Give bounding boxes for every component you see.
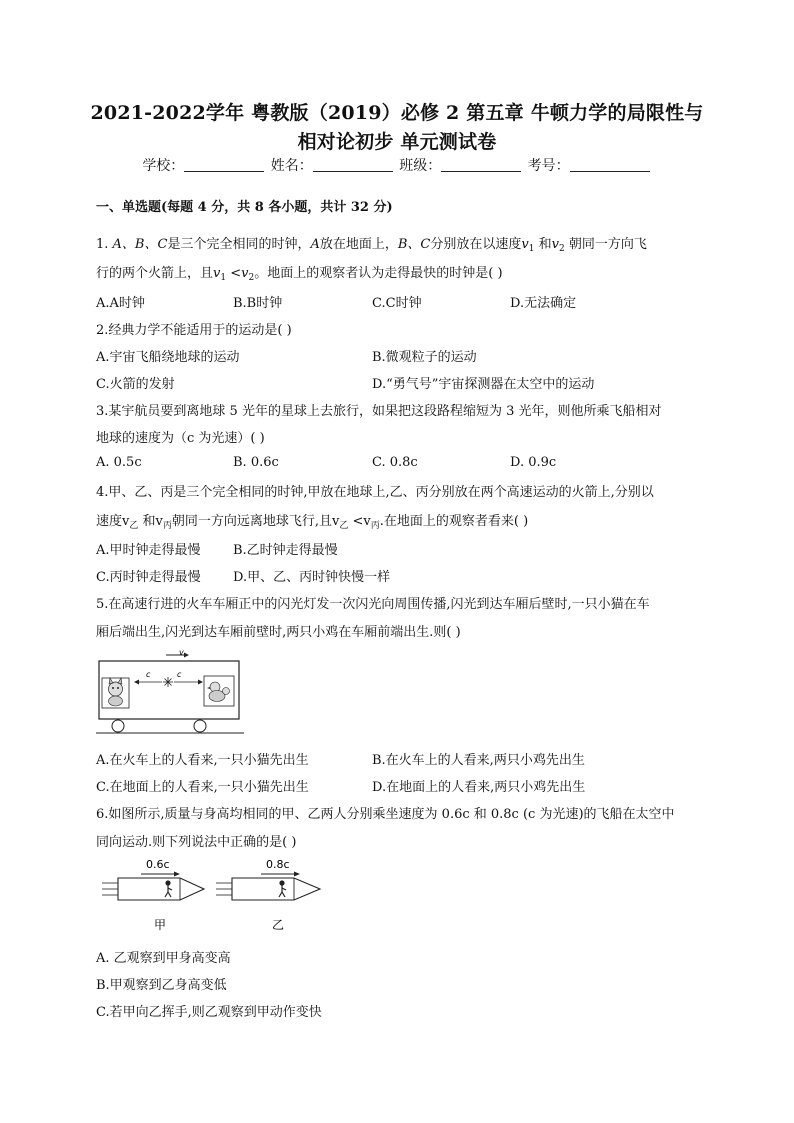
class-blank[interactable]: [441, 159, 521, 172]
q4-stem-line2: [96, 510, 528, 531]
id-label: 考号：: [527, 158, 570, 174]
q1-sub2: 2: [559, 244, 565, 254]
kitten-icon: [102, 678, 129, 708]
q4-text: <v: [348, 514, 371, 529]
q2-option-c[interactable]: C.火箭的发射: [96, 377, 175, 392]
q1-sub2: 2: [248, 273, 255, 283]
q4-option-d[interactable]: D.甲、乙、丙时钟快慢一样: [233, 570, 391, 585]
q1-text: 。地面上的观察者认为走得最快的时钟是( ): [254, 266, 503, 281]
school-label: 学校：: [142, 158, 185, 174]
class-label: 班级：: [399, 158, 442, 174]
ship2-label: 乙: [272, 918, 285, 932]
q1-stem-line1: [96, 233, 647, 254]
q1-text: 行的两个火箭上，且: [96, 266, 214, 281]
q5-option-b[interactable]: B.在火车上的人看来,两只小鸡先出生: [372, 753, 585, 768]
q6-option-a[interactable]: A. 乙观察到甲身高变高: [96, 951, 231, 966]
q1-v1: v: [213, 266, 221, 281]
q5-option-d[interactable]: D.在地面上的人看来,两只小鸡先出生: [372, 780, 586, 795]
q6-option-b[interactable]: B.甲观察到乙身高变低: [96, 978, 227, 993]
q3-option-d[interactable]: D. 0.9c: [510, 455, 557, 470]
spaceships-figure: [96, 856, 336, 936]
q3-stem-line1: 3.某宇航员要到离地球 5 光年的星球上去旅行，如果把这段路程缩短为 3 光年，则他所乘飞船相对: [96, 404, 662, 419]
q1-clocks: A、B、C: [112, 237, 168, 252]
light-speed-left: c: [146, 670, 151, 679]
q3-option-c[interactable]: C. 0.8c: [372, 455, 418, 470]
q1-option-c[interactable]: C.C时钟: [372, 296, 422, 311]
school-blank[interactable]: [184, 159, 264, 172]
q1-option-a[interactable]: A.A时钟: [96, 296, 145, 311]
q1-clocks-bc: B、C: [397, 237, 431, 252]
light-arrowhead-right: [198, 680, 203, 685]
q3-option-a[interactable]: A. 0.5c: [96, 455, 142, 470]
train-figure: [96, 648, 246, 736]
ship2-hull: [232, 878, 320, 900]
ship1-hull: [118, 878, 204, 900]
q1-lt: <: [226, 266, 242, 281]
q2-option-b[interactable]: B.微观粒子的运动: [372, 350, 477, 365]
q5-option-c[interactable]: C.在地面上的人看来,一只小猫先出生: [96, 780, 309, 795]
section-title: 一、单选题(每题 4 分，共 8 各小题，共计 32 分): [96, 200, 393, 215]
ship1-label: 甲: [154, 918, 167, 932]
q3-stem-line2: 地球的速度为（c 为光速）( ): [96, 431, 265, 446]
exam-title-line2: 相对论初步 单元测试卷: [297, 131, 497, 153]
q1-sub1: 1: [528, 244, 535, 254]
q6-stem-line1: 6.如图所示,质量与身高均相同的甲、乙两人分别乘坐速度为 0.6c 和 0.8c (c 为光速)的飞船在太空中: [96, 807, 675, 822]
q1-option-b[interactable]: B.B时钟: [233, 296, 283, 311]
exam-title-line1: 2021-2022学年 粤教版（2019）必修 2 第五章 牛顿力学的局限性与: [90, 102, 704, 124]
chicks-icon: [204, 676, 234, 706]
q1-stem-line2: [96, 262, 503, 283]
q4-text: 和v: [138, 514, 163, 529]
q2-stem: 2.经典力学不能适用于的运动是( ): [96, 323, 292, 338]
q4-stem-line1: 4.甲、乙、丙是三个完全相同的时钟,甲放在地球上,乙、丙分别放在两个高速运动的火箭上,分别以: [96, 485, 654, 500]
id-blank[interactable]: [570, 159, 650, 172]
q1-sub1: 1: [220, 273, 227, 283]
q4-sub: 乙: [129, 521, 139, 531]
q1-number: 1.: [96, 237, 113, 252]
name-label: 姓名：: [270, 158, 313, 174]
q6-stem-line2: 同向运动.则下列说法中正确的是( ): [96, 835, 297, 850]
q4-text: 速度v: [96, 514, 130, 529]
wheel-icon: [112, 720, 124, 732]
q1-v2: v: [551, 237, 559, 252]
ship1-exhaust: [102, 883, 118, 895]
q4-option-b[interactable]: B.乙时钟走得最慢: [233, 543, 338, 558]
q1-text: 放在地面上，: [319, 237, 398, 252]
q1-and: 和: [538, 237, 552, 252]
light-speed-right: c: [177, 670, 182, 679]
q1-option-d[interactable]: D.无法确定: [510, 296, 577, 311]
ship1-arrowhead: [174, 872, 180, 877]
q4-sub: 丙: [370, 521, 380, 531]
q5-stem-line1: 5.在高速行进的火车车厢正中的闪光灯发一次闪光向周围传播,闪光到达车厢后壁时,一只小猫在车: [96, 597, 650, 612]
velocity-arrowhead: [184, 653, 189, 658]
q4-text: 朝同一方向远离地球飞行,且v: [171, 514, 340, 529]
q4-option-a[interactable]: A.甲时钟走得最慢: [96, 543, 201, 558]
q6-option-c[interactable]: C.若甲向乙挥手,则乙观察到甲动作变快: [96, 1005, 322, 1020]
q2-option-a[interactable]: A.宇宙飞船绕地球的运动: [96, 350, 240, 365]
name-blank[interactable]: [313, 159, 393, 172]
q1-v2: v: [241, 266, 249, 281]
q3-option-b[interactable]: B. 0.6c: [233, 455, 279, 470]
velocity-label: v: [179, 648, 184, 657]
ship2-exhaust: [216, 883, 232, 895]
flash-lamp-icon: [163, 677, 173, 687]
q1-text: 是三个完全相同的时钟，: [167, 237, 311, 252]
q1-clock-a: A: [310, 237, 320, 252]
q1-text: 分别放在以速度: [430, 237, 522, 252]
ship1-speed: 0.6c: [146, 858, 170, 871]
student-info-row: [0, 155, 794, 175]
q4-text: .在地面上的观察者看来( ): [379, 514, 529, 529]
q1-text: 朝同一方向飞: [568, 237, 647, 252]
q5-option-a[interactable]: A.在火车上的人看来,一只小猫先出生: [96, 753, 309, 768]
q4-option-c[interactable]: C.丙时钟走得最慢: [96, 570, 201, 585]
ship2-arrowhead: [294, 872, 300, 877]
q5-stem-line2: 厢后端出生,闪光到达车厢前壁时,两只小鸡在车厢前端出生.则( ): [96, 625, 461, 640]
q2-option-d[interactable]: D.“勇气号”宇宙探测器在太空中的运动: [372, 377, 595, 392]
q1-v1: v: [521, 237, 529, 252]
ship2-speed: 0.8c: [266, 858, 290, 871]
q4-sub: 乙: [339, 521, 349, 531]
light-arrowhead-left: [134, 680, 139, 685]
q4-sub: 丙: [162, 521, 172, 531]
wheel-icon: [194, 720, 206, 732]
